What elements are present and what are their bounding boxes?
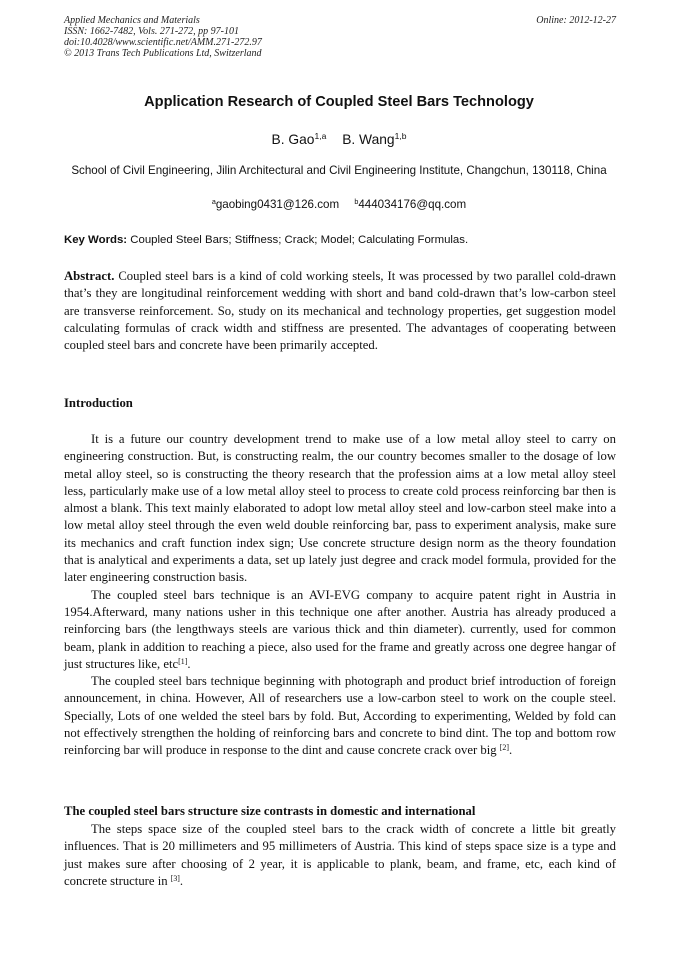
- email-b-address: 444034176@qq.com: [358, 198, 467, 211]
- author-2-sup: 1,b: [394, 131, 407, 142]
- intro-paragraph-2-end: .: [187, 656, 191, 671]
- intro-paragraph-3: [64, 673, 616, 759]
- email-b-sup: b: [354, 197, 359, 207]
- issn-line: ISSN: 1662-7482, Vols. 271-272, pp 97-101: [64, 26, 239, 37]
- email-a-address: gaobing0431@126.com: [215, 198, 340, 211]
- keywords: [64, 232, 616, 249]
- intro-paragraph-3-end: .: [508, 743, 513, 758]
- email-list: [0, 196, 678, 213]
- email-a[interactable]: [212, 198, 339, 211]
- abstract-label: Abstract.: [64, 269, 115, 283]
- introduction-body: [64, 431, 616, 760]
- section-2-paragraph-1: [64, 821, 616, 890]
- author-2: [342, 132, 406, 147]
- email-b[interactable]: [354, 198, 466, 211]
- abstract: [64, 268, 616, 354]
- author-1-name: B. Gao: [271, 132, 315, 147]
- keywords-text: Coupled Steel Bars; Stiffness; Crack; Model; Calculating Formulas.: [130, 234, 469, 246]
- email-a-sup: a: [211, 197, 216, 207]
- intro-paragraph-1: It is a future our country development trend to make use of a low metal alloy steel to carry on engineering construction. But, is constructing realm, the our country becomes smaller to the dosage of low metal alloy steel, so is constructing the theory research that the profession aims at a low metal alloy steel less, particularly make use of a low metal alloy steel to process to create cold process reinforcing bar then is almost a blank. This text mainly elaborated to adopt low metal alloy steel and low-carbon steel make into a low metal alloy steel through the even weld double reinforcing bar, pass to experiment analysis, make sure its mechanics and craft function index sign; Use concrete structure design norm as the theory foundation that is analytical and experiments a data, set up lately just degree and crack model formula, provided for the later engineering construction basis.: [64, 432, 616, 585]
- intro-paragraph-2: [64, 587, 616, 673]
- paper-title: Application Research of Coupled Steel Bars Technology: [144, 94, 534, 110]
- abstract-text: Coupled steel bars is a kind of cold working steels, It was processed by two parallel cold-drawn that’s they are longitudinal reinforcement wedding with short and band cold-drawn that’s low-carbon steel are transverse reinforcement. So, study on its mechanical and technology properties, get suggestion model calculating formulas of crack width and stiffness are presented. The advantages of cooperating between coupled steel bars and concrete have been primarily accepted.: [64, 269, 617, 353]
- affiliation: School of Civil Engineering, Jilin Architectural and Civil Engineering Institute, Changchun, 130118, China: [71, 164, 607, 177]
- section-2-body: [64, 821, 616, 890]
- introduction-heading: Introduction: [64, 396, 133, 410]
- intro-paragraph-3-text: The coupled steel bars technique beginning with photograph and product brief introduction of foreign announcement, in china. However, All of researchers use a low-carbon steel to work on the couple steel. Specially, Lots of one welded the steel bars by fold. But, According to experimenting, Welded by fold can not effectively strengthen the holding of reinforcing bars and concrete to bind dint. The top and bottom row reinforcing bar will produce in response to the dint and cause concrete crack over big: [64, 674, 616, 758]
- author-1-sup: 1,a: [314, 131, 327, 142]
- keywords-label: Key Words:: [64, 234, 128, 246]
- section-2-paragraph-1-text: The steps space size of the coupled steel bars to the crack width of concrete a little bit greatly influences. That is 20 millimeters and 95 millimeters of Austria. This kind of steps space size is a type and just makes sure after choosing of 2 year, it is applicable to plank, beam, and frame, etc, each kind of concrete structure in: [64, 822, 616, 888]
- section-2-paragraph-1-end: .: [179, 873, 184, 888]
- author-2-name: B. Wang: [342, 132, 395, 147]
- citation-2[interactable]: [2]: [499, 743, 509, 753]
- author-1: [272, 132, 327, 147]
- citation-3[interactable]: [3]: [170, 873, 180, 883]
- author-list: [0, 131, 678, 149]
- copyright-line: © 2013 Trans Tech Publications Ltd, Switzerland: [64, 48, 262, 59]
- citation-1[interactable]: [1]: [178, 656, 188, 666]
- online-date: Online: 2012-12-27: [536, 15, 616, 26]
- running-header: [64, 15, 616, 59]
- doi-line: doi:10.4028/www.scientific.net/AMM.271-272.97: [64, 37, 262, 48]
- section-2-heading: The coupled steel bars structure size contrasts in domestic and international: [64, 804, 476, 818]
- journal-name: Applied Mechanics and Materials: [64, 15, 200, 26]
- intro-paragraph-2-text: The coupled steel bars technique is an AVI-EVG company to acquire patent right in Austria in 1954.Afterward, many nations usher in this technique one after another. Austria has already produced a reinforcing bars (the lengthways steels are various thick and thin diameter). currently, used for common beam, plank in addition to reaching a piece, also used for the frame and greatly across one degree hangar of just structures like, etc: [64, 587, 616, 671]
